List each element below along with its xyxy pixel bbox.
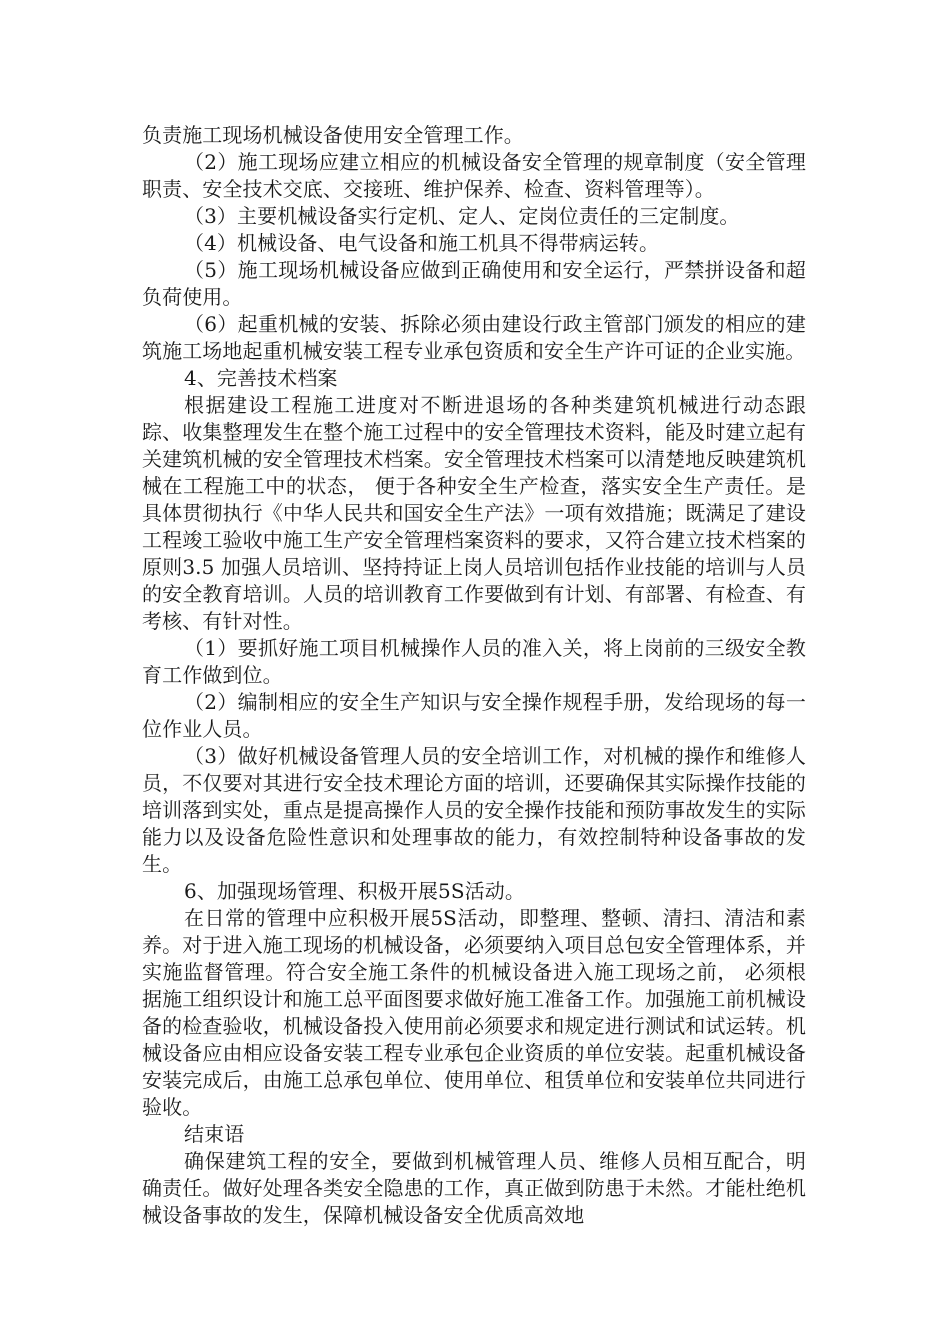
- section-heading-conclusion: 结束语: [184, 1122, 245, 1146]
- paragraph-training-1: （1）要抓好施工项目机械操作人员的准入关，将上岗前的三级安全教育工作做到位。: [142, 636, 806, 687]
- paragraph-item-5: （5）施工现场机械设备应做到正确使用和安全运行，严禁拼设备和超负荷使用。: [142, 258, 806, 309]
- paragraph-item-2: （2）施工现场应建立相应的机械设备安全管理的规章制度（安全管理职责、安全技术交底、交接班、维护保养、检查、资料管理等）。: [142, 150, 806, 201]
- paragraph-continuation: 负责施工现场机械设备使用安全管理工作。: [142, 123, 524, 147]
- section-heading-5s: 6、加强现场管理、积极开展5S活动。: [184, 879, 525, 903]
- paragraph-item-4: （4）机械设备、电气设备和施工机具不得带病运转。: [184, 231, 660, 255]
- paragraph-5s-body: 在日常的管理中应积极开展5S活动，即整理、整顿、清扫、清洁和素养。对于进入施工现场的机械设备，必须要纳入项目总包安全管理体系，并实施监督管理。符合安全施工条件的机械设备进入施工现场之前， 必须根据施工组织设计和施工总平面图要求做好施工准备工作。加强施工前机械设备的检查验收，机械设备投入使用前必须要求和规定进行测试和试运转。机械设备应由相应设备安装工程专业承包企业资质的单位安装。起重机械设备安装完成后，由施工总承包单位、使用单位、租赁单位和安装单位共同进行验收。: [142, 906, 806, 1119]
- paragraph-training-2: （2）编制相应的安全生产知识与安全操作规程手册，发给现场的每一位作业人员。: [142, 690, 806, 741]
- paragraph-item-3: （3）主要机械设备实行定机、定人、定岗位责任的三定制度。: [184, 204, 740, 228]
- document-page: [142, 122, 806, 1229]
- section-heading-tech-archive: 4、完善技术档案: [184, 366, 338, 390]
- paragraph-tech-archive-body: 根据建设工程施工进度对不断进退场的各种类建筑机械进行动态跟踪、收集整理发生在整个施工过程中的安全管理技术资料，能及时建立起有关建筑机械的安全管理技术档案。安全管理技术档案可以清楚地反映建筑机械在工程施工中的状态， 便于各种安全生产检查，落实安全生产责任。是具体贯彻执行《中华人民共和国安全生产法》一项有效措施；既满足了建设工程竣工验收中施工生产安全管理档案资料的要求，又符合建立技术档案的原则3.5 加强人员培训、坚持持证上岗人员培训包括作业技能的培训与人员的安全教育培训。人员的培训教育工作要做到有计划、有部署、有检查、有考核、有针对性。: [142, 393, 806, 633]
- paragraph-training-3: （3）做好机械设备管理人员的安全培训工作，对机械的操作和维修人员，不仅要对其进行安全技术理论方面的培训，还要确保其实际操作技能的培训落到实处，重点是提高操作人员的安全操作技能和预防事故发生的实际能力以及设备危险性意识和处理事故的能力，有效控制特种设备事故的发生。: [142, 744, 806, 876]
- paragraph-item-6: （6）起重机械的安装、拆除必须由建设行政主管部门颁发的相应的建筑施工场地起重机械安装工程专业承包资质和安全生产许可证的企业实施。: [142, 312, 806, 363]
- paragraph-conclusion-body: 确保建筑工程的安全，要做到机械管理人员、维修人员相互配合，明确责任。做好处理各类安全隐患的工作，真正做到防患于未然。才能杜绝机械设备事故的发生，保障机械设备安全优质高效地: [142, 1149, 806, 1227]
